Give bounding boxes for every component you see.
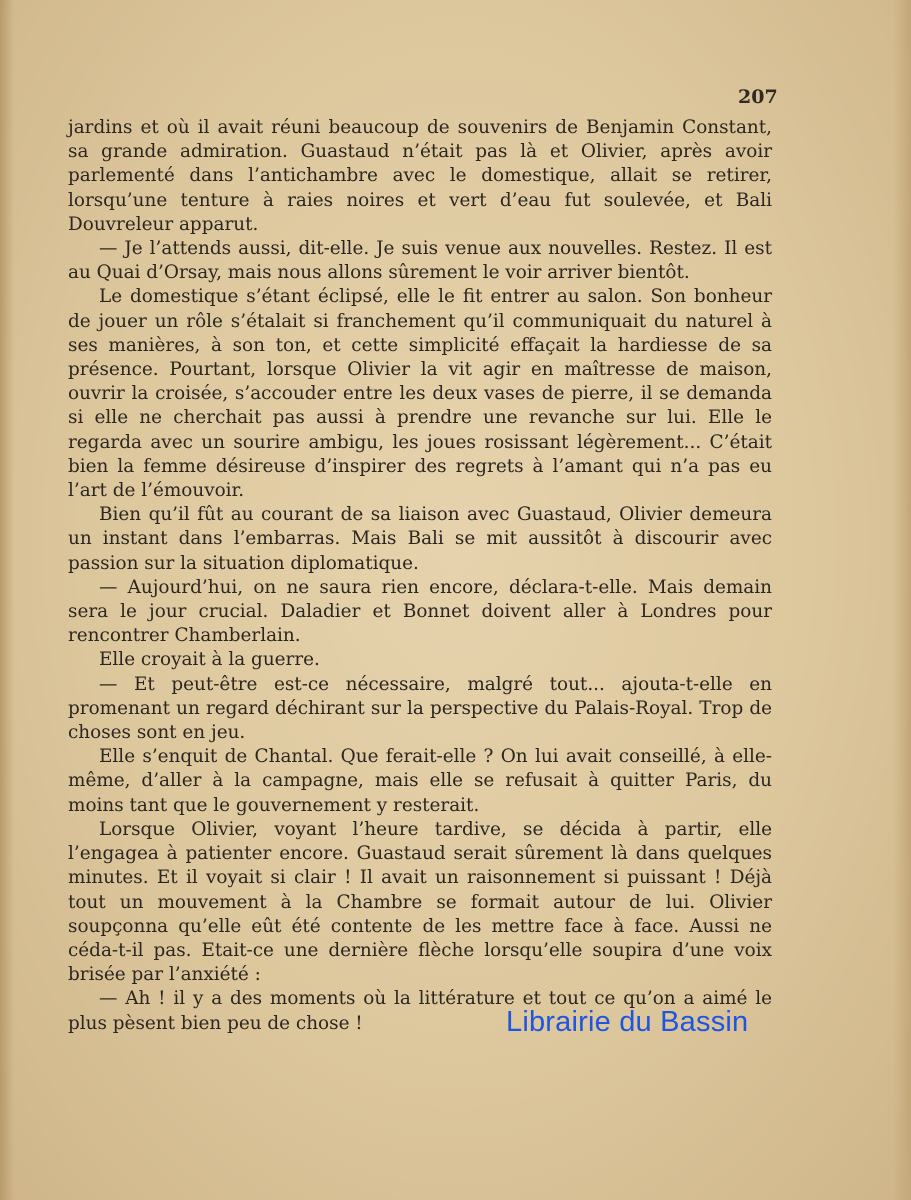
paragraph: Le domestique s’étant éclipsé, elle le fit entrer au salon. Son bonheur de jouer un rôle s’étalait si franchement qu’il communiquait du naturel à ses manières, à son ton, et cette simplicité effaçait la hardiesse de sa présence. Pourtant, lorsque Olivier la vit agir en maîtresse de maison, ouvrir la croisée, s’accouder entre les deux vases de pierre, il se demanda si elle ne cherchait pas aussi à prendre une revanche sur lui. Elle le regarda avec un sourire ambigu, les joues rosissant légèrement... C’était bien la femme désireuse d’inspirer des regrets à l’amant qui n’a pas eu l’art de l’émouvoir. (68, 286, 772, 502)
paragraph: jardins et où il avait réuni beaucoup de souvenirs de Benjamin Constant, sa grande admiration. Guastaud n’était pas là et Olivier, après avoir parlementé dans l’antichambre avec le domestique, allait se retirer, lorsqu’une tenture à raies noires et vert d’eau fut soulevée, et Bali Douvreleur apparut. (68, 117, 772, 235)
watermark: Librairie du Bassin (506, 1006, 749, 1038)
paragraph: Elle croyait à la guerre. (99, 649, 320, 671)
page-edge-left (0, 0, 14, 1200)
paragraph: — Je l’attends aussi, dit-elle. Je suis venue aux nouvelles. Restez. Il est au Quai d’Orsay, mais nous allons sûrement le voir arriver bientôt. (68, 238, 772, 284)
paragraph: — Et peut-être est-ce nécessaire, malgré tout... ajouta-t-elle en promenant un regard déchirant sur la perspective du Palais-Royal. Trop de choses sont en jeu. (68, 673, 772, 744)
body-text (68, 116, 772, 1036)
paragraph: — Ah ! il y a des moments où la littérature et tout ce qu’on a aimé le plus pèsent bien peu de chose ! (68, 988, 772, 1034)
paragraph: Elle s’enquit de Chantal. Que ferait-elle ? On lui avait conseillé, à elle-même, d’aller à la campagne, mais elle se refusait à quitter Paris, du moins tant que le gouvernement y resterait. (68, 746, 772, 816)
page-number: 207 (738, 86, 778, 108)
paragraph: — Aujourd’hui, on ne saura rien encore, déclara-t-elle. Mais demain sera le jour crucial. Daladier et Bonnet doivent aller à Londres pour rencontrer Chamberlain. (68, 576, 772, 647)
paragraph: Bien qu’il fût au courant de sa liaison avec Guastaud, Olivier demeura un instant dans l’embarras. Mais Bali se mit aussitôt à discourir avec passion sur la situation diplomatique. (68, 504, 772, 574)
paragraph: Lorsque Olivier, voyant l’heure tardive, se décida à partir, elle l’engagea à patienter encore. Guastaud serait sûrement là dans quelques minutes. Et il voyait si clair ! Il avait un raisonnement si puissant ! Déjà tout un mouvement à la Chambre se formait autour de lui. Olivier soupçonna qu’elle eût été contente de les mettre face à face. Aussi ne céda-t-il pas. Etait-ce une dernière flèche lorsqu’elle soupira d’une voix brisée par l’anxiété : (68, 818, 772, 986)
page-edge-right (893, 0, 911, 1200)
